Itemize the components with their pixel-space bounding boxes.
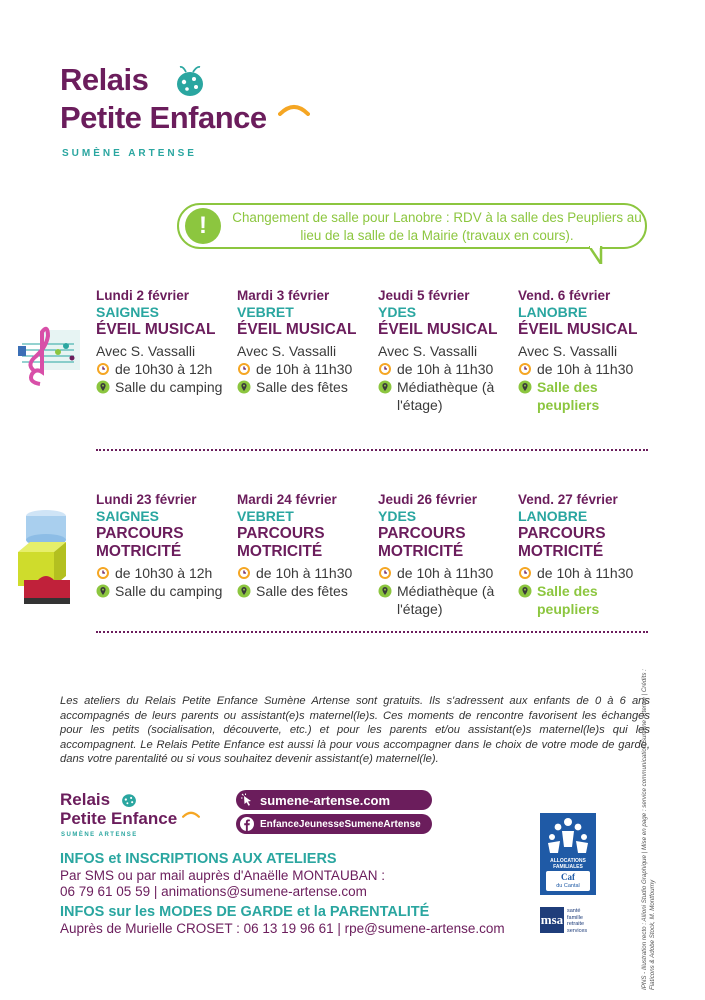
bubble-tail	[589, 246, 603, 264]
event-time: de 10h à 11h30	[256, 565, 353, 581]
event-place: VEBRET	[237, 508, 294, 524]
event-activity: PARCOURS MOTRICITÉ	[518, 525, 606, 560]
event-activity: ÉVEIL MUSICAL	[237, 321, 357, 338]
event-place: SAIGNES	[96, 508, 160, 524]
logo-line3: SUMÈNE ARTENSE	[62, 148, 197, 159]
notice-text: Changement de salle pour Lanobre : RDV à la salle des Peupliers au lieu de la salle de la Mairie (travaux en cours).	[232, 210, 642, 243]
event-animator: Avec S. Vassalli	[96, 343, 196, 359]
event-venue: Médiathèque (à l'étage)	[397, 379, 495, 413]
clock-icon	[237, 566, 251, 580]
credits-text: IPNS - Illustration recto : Allioni Studio Graphique | Mise en page : service communication Sumène Artense | Crédits : Flaticons & Adobe Stock, M. Montfourny	[641, 669, 656, 990]
caf-name: Caf	[561, 872, 575, 882]
location-pin-icon	[518, 380, 532, 394]
event-place: LANOBRE	[518, 304, 588, 320]
clock-icon	[96, 566, 110, 580]
notice-bubble	[177, 203, 647, 249]
exclamation-icon: !	[185, 208, 221, 244]
event-activity: ÉVEIL MUSICAL	[378, 321, 498, 338]
footer-logo-line3: SUMÈNE ARTENSE	[61, 832, 138, 838]
footer-logo-line1: Relais	[60, 790, 111, 809]
event-activity: PARCOURS MOTRICITÉ	[378, 525, 466, 560]
event-animator: Avec S. Vassalli	[237, 343, 337, 359]
event-card	[378, 287, 518, 414]
music-note-icon	[14, 322, 84, 388]
event-activity: ÉVEIL MUSICAL	[518, 321, 638, 338]
event-time: de 10h à 11h30	[256, 361, 353, 377]
msa-letters: msa	[540, 907, 564, 933]
event-date: Jeudi 26 février	[378, 492, 478, 507]
msa-logo	[540, 907, 596, 935]
event-place: SAIGNES	[96, 304, 160, 320]
event-card	[96, 287, 236, 396]
event-card	[237, 287, 377, 396]
smile-arc-icon	[278, 104, 310, 116]
location-pin-icon	[237, 380, 251, 394]
location-pin-icon	[96, 380, 110, 394]
event-venue: Salle des fêtes	[256, 583, 348, 599]
clock-icon	[378, 566, 392, 580]
event-time: de 10h à 11h30	[397, 565, 494, 581]
smile-arc-icon	[182, 811, 200, 818]
event-venue: Salle des fêtes	[256, 379, 348, 395]
infos-ateliers-title: INFOS et INSCRIPTIONS AUX ATELIERS	[60, 851, 337, 867]
cursor-click-icon	[240, 793, 254, 807]
website-text: sumene-artense.com	[260, 792, 391, 808]
clock-icon	[518, 566, 532, 580]
clock-icon	[237, 362, 251, 376]
logo-relais-petite-enfance	[60, 62, 330, 162]
footer-logo-line2: Petite Enfance	[60, 809, 178, 828]
event-venue: Médiathèque (à l'étage)	[397, 583, 495, 617]
event-card	[237, 491, 377, 600]
event-time: de 10h à 11h30	[537, 361, 634, 377]
event-date: Vend. 27 février	[518, 492, 618, 507]
clock-icon	[518, 362, 532, 376]
location-pin-icon	[237, 584, 251, 598]
event-card	[96, 491, 236, 600]
location-pin-icon	[378, 584, 392, 598]
infos-ateliers-line1: Par SMS ou par mail auprès d'Anaëlle MONTAUBAN :	[60, 868, 385, 883]
event-venue: Salle du camping	[115, 379, 223, 395]
event-date: Lundi 23 février	[96, 492, 197, 507]
msa-text: santé famille retraite services	[567, 908, 588, 934]
caf-logo	[540, 813, 596, 895]
motor-blocks-icon	[16, 508, 76, 604]
event-place: LANOBRE	[518, 508, 588, 524]
event-activity: PARCOURS MOTRICITÉ	[237, 525, 325, 560]
logo-line1: Relais	[60, 62, 149, 97]
footer-logo	[60, 790, 220, 850]
website-link[interactable]	[236, 790, 432, 810]
event-date: Jeudi 5 février	[378, 288, 470, 303]
event-venue: Salle du camping	[115, 583, 223, 599]
event-venue: Salle des peupliers	[537, 583, 600, 617]
infos-ateliers-contact: 06 79 61 05 59 | animations@sumene-artense.com	[60, 884, 367, 899]
infos-garde-contact: Auprès de Murielle CROSET : 06 13 19 96 61 | rpe@sumene-artense.com	[60, 921, 505, 936]
facebook-icon	[240, 817, 254, 831]
event-place: VEBRET	[237, 304, 294, 320]
location-pin-icon	[378, 380, 392, 394]
event-animator: Avec S. Vassalli	[518, 343, 618, 359]
event-card	[378, 491, 518, 618]
event-date: Lundi 2 février	[96, 288, 190, 303]
facebook-link[interactable]	[236, 814, 432, 834]
description-text: Les ateliers du Relais Petite Enfance Sumène Artense sont gratuits. Ils s'adressent aux enfants de 0 à 6 ans accompagnés de leurs parents ou assistant(e)s maternel(le)s. Ces moments de rencontre favorisent les échanges pour les petits (socialisation, découverte, etc.) et pour les parents et/ou assistant(e)s maternel(le)s qui les accompagnent. Le Relais Petite Enfance est aussi là pour vous accompagner dans le choix de votre mode de garde, dans votre parentalité ou si vous souhaitez devenir assistant(e) maternel(le).	[60, 695, 650, 766]
event-date: Vend. 6 février	[518, 288, 611, 303]
event-place: YDES	[378, 304, 417, 320]
event-date: Mardi 3 février	[237, 288, 330, 303]
dotted-divider	[96, 449, 648, 451]
dotted-divider	[96, 631, 648, 633]
event-place: YDES	[378, 508, 417, 524]
event-time: de 10h30 à 12h	[115, 361, 213, 377]
caf-allocations: ALLOCATIONS FAMILIALES	[550, 858, 586, 870]
event-activity: PARCOURS MOTRICITÉ	[96, 525, 184, 560]
location-pin-icon	[518, 584, 532, 598]
facebook-text: EnfanceJeunesseSumeneArtense	[260, 818, 421, 830]
ladybug-icon	[173, 64, 207, 98]
logo-line2: Petite Enfance	[60, 100, 267, 135]
ladybug-icon	[120, 790, 138, 808]
clock-icon	[96, 362, 110, 376]
infos-garde-title: INFOS sur les MODES DE GARDE et la PARENTALITÉ	[60, 904, 430, 920]
caf-family-icon	[540, 813, 596, 861]
event-activity: ÉVEIL MUSICAL	[96, 321, 216, 338]
event-card	[518, 491, 658, 618]
event-time: de 10h à 11h30	[537, 565, 634, 581]
event-card	[518, 287, 658, 414]
location-pin-icon	[96, 584, 110, 598]
event-time: de 10h à 11h30	[397, 361, 494, 377]
event-time: de 10h30 à 12h	[115, 565, 213, 581]
event-animator: Avec S. Vassalli	[378, 343, 478, 359]
event-date: Mardi 24 février	[237, 492, 337, 507]
caf-region: du Cantal	[556, 883, 580, 889]
event-venue: Salle des peupliers	[537, 379, 600, 413]
clock-icon	[378, 362, 392, 376]
